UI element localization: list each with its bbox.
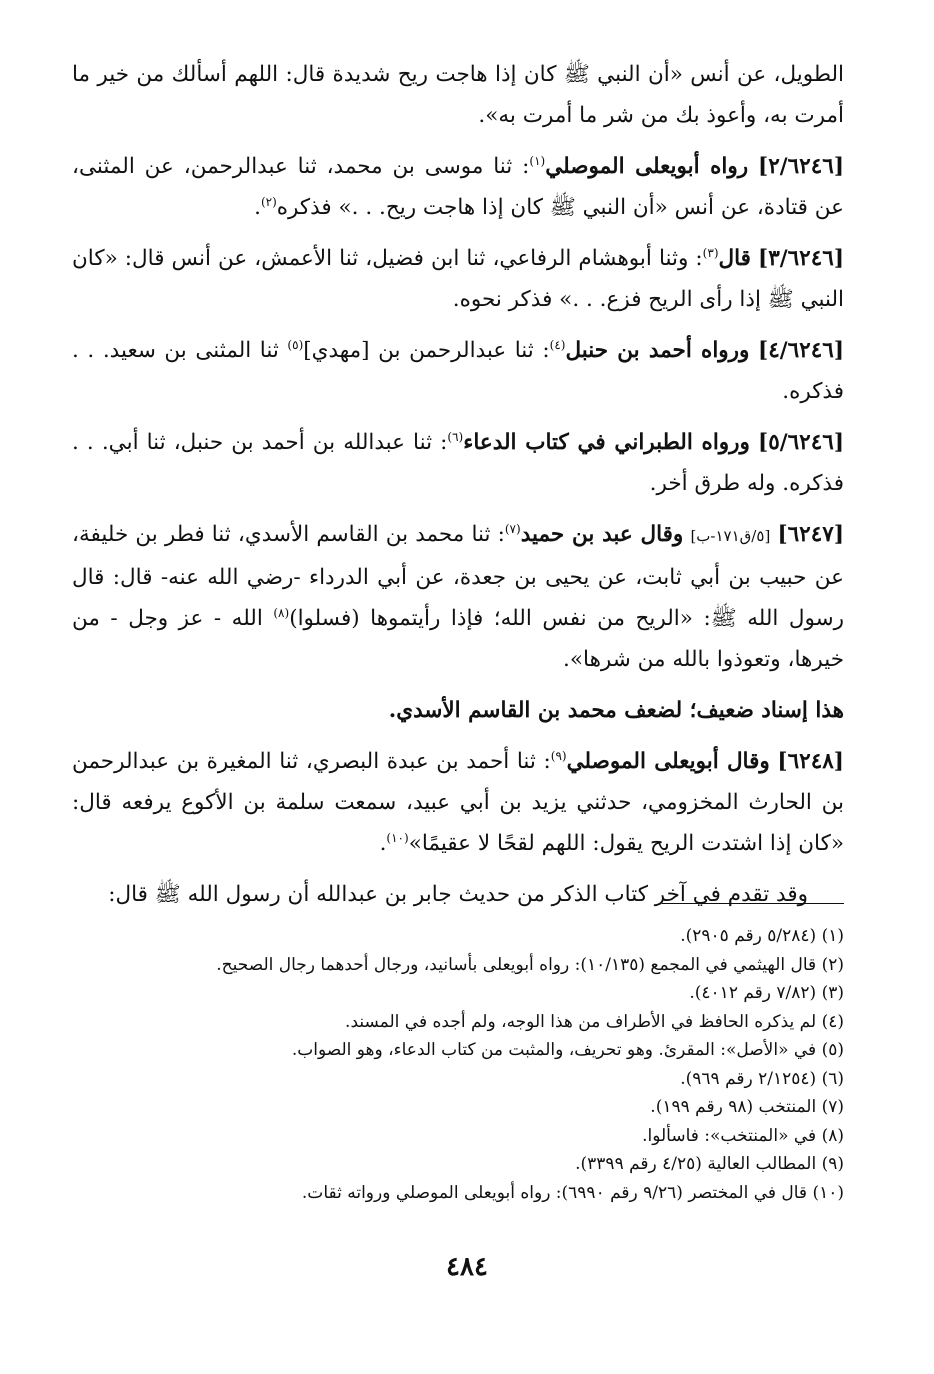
footnote-marker: (٣) [702,245,719,260]
punctuation: . [379,831,387,856]
footnote-marker: (٢) [260,194,277,209]
narrator-name: وقال أبويعلى الموصلي [566,749,770,774]
hadith-text: : ثنا موسى بن محمد، ثنا عبدالرحمن، عن المثنى، عن قتادة، عن أنس «أن النبي ﷺ كان إذا هاجت ريح. . .» فذكره [72,154,844,220]
footnote-marker: (٦) [447,429,464,444]
hadith-text: : ثنا عبدالله بن أحمد بن حنبل، ثنا أبي. . . فذكره. وله طرق أخر. [72,430,844,496]
footnote-3: (٣) (٧/٨٢ رقم ٤٠١٢). [689,983,844,1003]
hadith-text: : وثنا أبوهشام الرفاعي، ثنا ابن فضيل، ثنا الأعمش، عن أنس قال: «كان النبي ﷺ إذا رأى الريح فزع. . .» فذكر نحوه. [72,246,844,312]
footnote-marker: (٨) [273,605,290,620]
hadith-6247 [72,514,844,680]
hadith-text: ثنا المثنى بن سعيد. . . فذكره. [72,338,844,404]
hadith-text: : ثنا محمد بن القاسم الأسدي، ثنا فطر بن خليفة، عن حبيب بن أبي ثابت، عن يحيى بن جعدة، عن أبي الدرداء -رضي الله عنه- قال: قال رسول الله ﷺ: «الريح من نفس الله؛ فإذا رأيتموها (فسلوا) [72,522,845,631]
hadith-text: : ثنا أحمد بن عبدة البصري، ثنا المغيرة بن عبدالرحمن بن الحارث المخزومي، حدثني يزيد بن أبي عبيد، سمعت سلمة بن الأكوع يرفعه قال: «كان إذا اشتدت الريح يقول: اللهم لقحًا لا عقيمًا» [72,749,844,856]
hadith-text: الله - عز وجل - من خيرها، وتعوذوا بالله من شرها». [72,606,844,672]
hadith-number: [٢/٦٢٤٦] [758,154,844,179]
hadith-6248 [72,741,844,864]
hadith-6246-5 [72,422,844,504]
footnotes [72,922,844,1207]
footnote-marker: (١٠) [386,830,409,845]
paragraph-continuation [72,54,844,136]
footnote-marker: (٧) [504,521,521,536]
footnote-7: (٧) المنتخب (٩٨ رقم ١٩٩). [650,1097,844,1117]
footnote-separator [662,903,844,904]
footnote-4: (٤) لم يذكره الحافظ في الأطراف من هذا الوجه، ولم أجده في المسند. [345,1011,844,1032]
footnote-6: (٦) (٢/١٢٥٤ رقم ٩٦٩). [680,1068,844,1089]
paragraph-text: الطويل، عن أنس «أن النبي ﷺ كان إذا هاجت ريح شديدة قال: اللهم أسألك من خير ما أمرت به، وأعوذ بك من شر ما أمرت به». [72,62,844,128]
hadith-text: : ثنا عبدالرحمن بن [مهدي] [303,338,550,363]
hadith-6246-3 [72,238,844,320]
narrator-name: ورواه أحمد بن حنبل [565,338,750,363]
footnote-5: (٥) في «الأصل»: المقرئ. وهو تحريف، والمثبت من كتاب الدعاء، وهو الصواب. [291,1040,844,1060]
footnote-marker: (١) [529,153,546,168]
narrator-name: قال [718,246,751,271]
footnote-9: (٩) المطالب العالية (٤/٢٥ رقم ٣٣٩٩). [575,1154,844,1174]
hadith-6246-4 [72,330,844,412]
main-text [72,54,844,925]
hadith-number: [٥/٦٢٤٦] [758,430,845,455]
punctuation: . [254,195,261,220]
footnote-marker: (٥) [287,337,304,352]
hadith-number: [٤/٦٢٤٦] [758,338,844,363]
page-number: ٤٨٤ [446,1252,488,1282]
narrator-name: وقال عبد بن حميد [520,522,684,547]
manuscript-reference: [٥/ق١٧١-ب] [690,527,771,545]
footnote-marker: (٤) [549,337,566,352]
isnad-grading: هذا إسناد ضعيف؛ لضعف محمد بن القاسم الأسدي. [388,698,844,723]
footnote-2: (٢) قال الهيثمي في المجمع (١٠/١٣٥): رواه أبويعلى بأسانيد، ورجال أحدهما رجال الصحيح. [216,954,844,975]
footnote-10: (١٠) قال في المختصر (٩/٢٦ رقم ٦٩٩٠): رواه أبويعلى الموصلي ورواته ثقات. [301,1182,844,1203]
hadith-number: [٦٢٤٨] [777,749,844,774]
footnote-8: (٨) في «المنتخب»: فاسألوا. [642,1125,844,1146]
closing-paragraph: وقد تقدم في آخر كتاب الذكر من حديث جابر بن عبدالله أن رسول الله ﷺ قال: [108,882,808,907]
hadith-number: [٣/٦٢٤٦] [758,246,844,271]
footnote-marker: (٩) [550,748,567,763]
hadith-number: [٦٢٤٧] [777,522,845,547]
narrator-name: ورواه الطبراني في كتاب الدعاء [463,430,750,455]
hadith-6246-2 [72,146,844,228]
narrator-name: رواه أبويعلى الموصلي [545,154,749,179]
footnote-1: (١) (٥/٢٨٤ رقم ٢٩٠٥). [680,926,844,946]
